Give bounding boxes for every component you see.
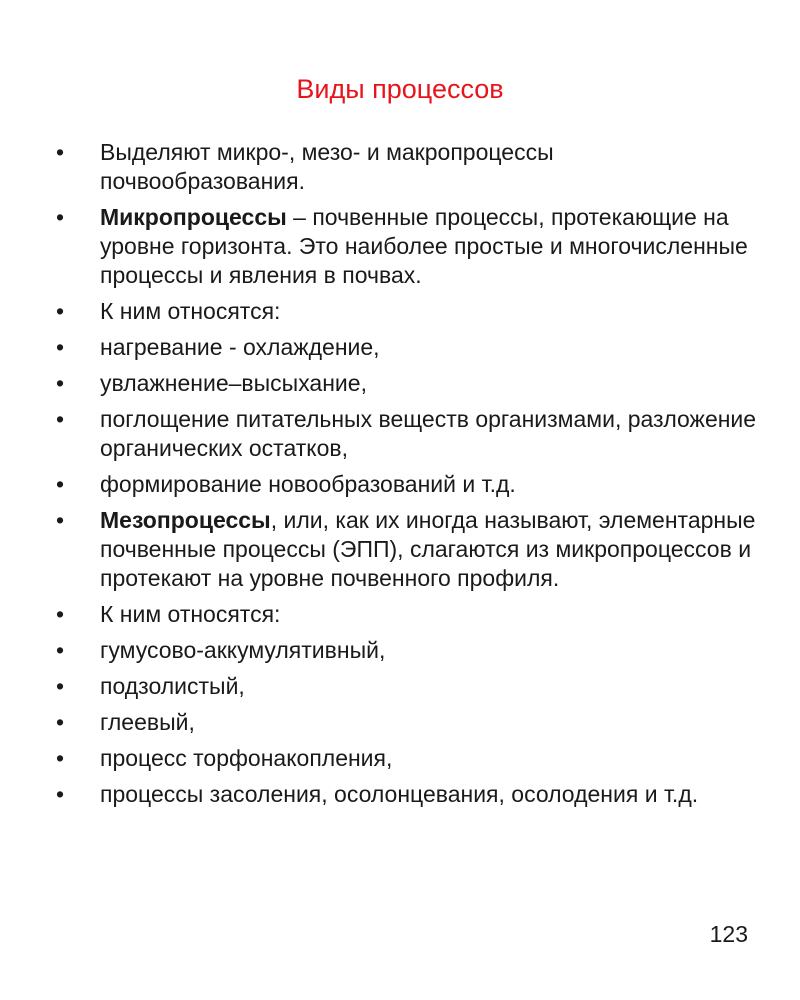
- item-text: процессы засоления, осолонцевания, осолодения и т.д.: [100, 781, 699, 807]
- item-bold-term: Микропроцессы: [100, 204, 287, 230]
- list-item: [0, 708, 800, 737]
- list-item: [0, 405, 800, 463]
- item-text: глеевый,: [100, 709, 195, 735]
- page-number: 123: [709, 921, 748, 947]
- list-item: [0, 780, 800, 809]
- list-item: [0, 203, 800, 290]
- bullet-icon: •: [55, 471, 65, 497]
- bullet-icon: •: [55, 204, 65, 230]
- list-item: [0, 636, 800, 665]
- bullet-icon: •: [55, 745, 65, 771]
- item-text: гумусово-аккумулятивный,: [100, 637, 386, 663]
- bullet-icon: •: [55, 637, 65, 663]
- item-text: Выделяют микро-, мезо- и макропроцессы почвообразования.: [100, 139, 554, 194]
- list-item: [0, 600, 800, 629]
- bullet-icon: •: [55, 601, 65, 627]
- item-text: формирование новообразований и т.д.: [100, 471, 516, 497]
- item-bold-term: Мезопроцессы: [100, 507, 271, 533]
- item-text: К ним относятся:: [100, 601, 281, 627]
- item-text: процесс торфонакопления,: [100, 745, 393, 771]
- item-text: подзолистый,: [100, 673, 245, 699]
- bullet-icon: •: [55, 406, 65, 432]
- bullet-icon: •: [55, 709, 65, 735]
- list-item: [0, 744, 800, 773]
- bullet-icon: •: [55, 673, 65, 699]
- page-title: Виды процессов: [296, 74, 504, 104]
- list-item: [0, 138, 800, 196]
- list-item: [0, 506, 800, 593]
- bullet-icon: •: [55, 370, 65, 396]
- list-item: [0, 672, 800, 701]
- bullet-icon: •: [55, 781, 65, 807]
- bullet-icon: •: [55, 298, 65, 324]
- item-text: поглощение питательных веществ организмами, разложение органических остатков,: [100, 406, 757, 461]
- item-text: , или, как их иногда называют, элементарные почвенные процессы (ЭПП), слагаются из микропроцессов и протекают на уровне почвенного профиля.: [100, 507, 756, 591]
- list-item: [0, 333, 800, 362]
- list-item: [0, 470, 800, 499]
- item-text: К ним относятся:: [100, 298, 281, 324]
- bullet-icon: •: [55, 334, 65, 360]
- item-text: увлажнение–высыхание,: [100, 370, 367, 396]
- item-text: – почвенные процессы, протекающие на уровне горизонта. Это наиболее простые и многочисленные процессы и явления в почвах.: [100, 204, 748, 288]
- list-item: [0, 369, 800, 398]
- bullet-list: [0, 138, 800, 816]
- bullet-icon: •: [55, 139, 65, 165]
- bullet-icon: •: [55, 507, 65, 533]
- list-item: [0, 297, 800, 326]
- item-text: нагревание - охлаждение,: [100, 334, 380, 360]
